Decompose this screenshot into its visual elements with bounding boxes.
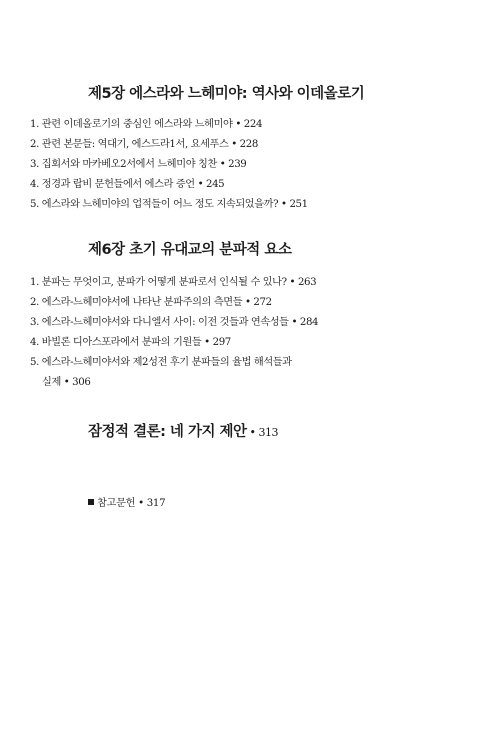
toc-item[interactable]: 5. 에스라와 느헤미야의 업적들이 어느 정도 지속되었을까? • 251 <box>30 199 308 210</box>
toc-item[interactable]: 5. 에스라-느헤미야서와 제2성전 후기 분파들의 율법 해석들과 <box>30 357 292 368</box>
toc-item[interactable]: 3. 집회서와 마카베오2서에서 느헤미야 칭찬 • 239 <box>30 159 247 170</box>
toc-item[interactable]: 1. 분파는 무엇이고, 분파가 어떻게 분파로서 인식될 수 있나? • 263 <box>30 277 317 288</box>
chapter-6-items <box>30 273 318 393</box>
toc-item-continuation[interactable]: 실제 • 306 <box>42 377 91 388</box>
chapter-5 <box>88 82 364 103</box>
references-label: 참고문헌 • 317 <box>97 498 166 509</box>
toc-item[interactable]: 4. 바빌론 디아스포라에서 분파의 기원들 • 297 <box>30 337 231 348</box>
conclusion-title[interactable] <box>88 420 278 441</box>
toc-item[interactable]: 1. 관련 이데올로기의 중심인 에스라와 느헤미야 • 224 <box>30 119 263 130</box>
toc-item[interactable]: 2. 관련 본문들: 역대기, 에스드라1서, 요세푸스 • 228 <box>30 139 258 150</box>
toc-item[interactable]: 4. 정경과 랍비 문헌들에서 에스라 증언 • 245 <box>30 179 225 190</box>
conclusion-page: • 313 <box>246 426 279 439</box>
square-bullet-icon <box>88 499 94 505</box>
toc-item[interactable]: 2. 에스라-느헤미야서에 나타난 분파주의의 측면들 • 272 <box>30 297 272 308</box>
chapter-5-title: 제5장 에스라와 느헤미야: 역사와 이데올로기 <box>88 86 365 102</box>
conclusion-title-text: 잠정적 결론: 네 가지 제안 <box>88 424 247 440</box>
toc-item[interactable]: 3. 에스라-느헤미야서와 다니엘서 사이: 이전 것들과 연속성들 • 284 <box>30 317 319 328</box>
references-entry[interactable] <box>88 494 165 509</box>
chapter-6-title: 제6장 초기 유대교의 분파적 요소 <box>88 242 292 258</box>
conclusion <box>88 420 278 441</box>
chapter-5-items <box>30 115 308 215</box>
chapter-6 <box>88 238 291 259</box>
